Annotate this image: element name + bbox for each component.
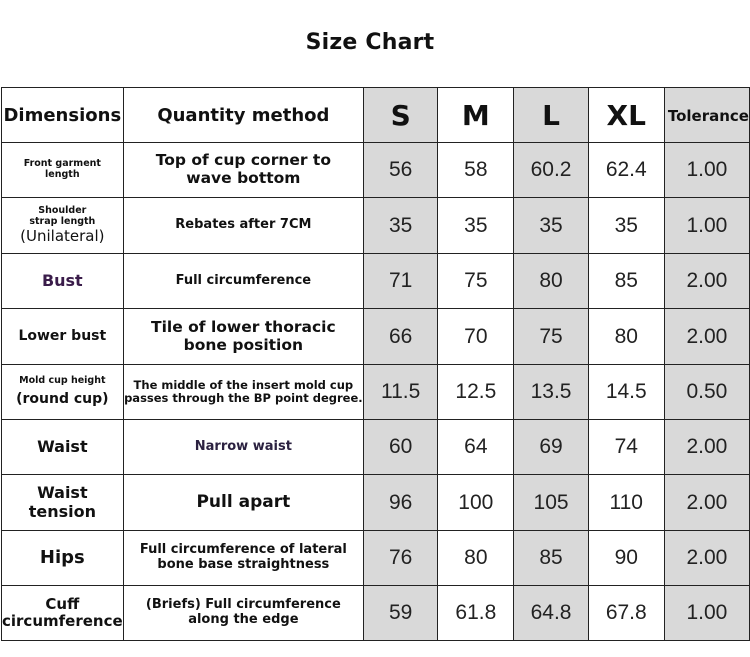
- value-l: 64.8: [514, 586, 588, 641]
- header-dimensions: [2, 88, 124, 143]
- value-s: 66: [364, 309, 438, 365]
- header-row: [2, 88, 750, 143]
- dimension-cell: Front garment length: [2, 143, 124, 198]
- value-m: 64: [438, 420, 514, 475]
- size-chart-table: [1, 87, 750, 641]
- value-tolerance: 2.00: [664, 254, 749, 309]
- header-size-xl: XL: [588, 88, 664, 143]
- table-row: [2, 420, 750, 475]
- method-cell: Full circumference: [123, 254, 363, 309]
- value-s: 56: [364, 143, 438, 198]
- value-tolerance: 1.00: [664, 198, 749, 254]
- value-s: 71: [364, 254, 438, 309]
- method-cell: The middle of the insert mold cup passes through the BP point degree.: [123, 365, 363, 420]
- value-tolerance: 2.00: [664, 475, 749, 531]
- value-s: 11.5: [364, 365, 438, 420]
- dimension-cell: Waist: [2, 420, 124, 475]
- value-l: 69: [514, 420, 588, 475]
- value-m: 61.8: [438, 586, 514, 641]
- value-xl: 110: [588, 475, 664, 531]
- value-l: 60.2: [514, 143, 588, 198]
- page-title: Size Chart: [305, 30, 435, 55]
- method-cell: Pull apart: [123, 475, 363, 531]
- value-tolerance: 2.00: [664, 531, 749, 586]
- value-l: 75: [514, 309, 588, 365]
- value-xl: 35: [588, 198, 664, 254]
- value-s: 60: [364, 420, 438, 475]
- value-xl: 74: [588, 420, 664, 475]
- table-row: [2, 365, 750, 420]
- table-row: [2, 143, 750, 198]
- header-dimensions-label: Dimensions: [3, 104, 122, 126]
- header-method-label: Quantity method: [157, 104, 330, 126]
- dimension-cell: Hips: [2, 531, 124, 586]
- value-m: 35: [438, 198, 514, 254]
- table-row: [2, 531, 750, 586]
- value-xl: 14.5: [588, 365, 664, 420]
- method-cell: Tile of lower thoracic bone position: [123, 309, 363, 365]
- value-m: 58: [438, 143, 514, 198]
- method-cell: Rebates after 7CM: [123, 198, 363, 254]
- header-size-s: S: [364, 88, 438, 143]
- value-l: 35: [514, 198, 588, 254]
- value-m: 100: [438, 475, 514, 531]
- dimension-cell: Lower bust: [2, 309, 124, 365]
- header-size-l: L: [514, 88, 588, 143]
- dimension-cell: Mold cup height (round cup): [2, 365, 124, 420]
- header-tolerance: Tolerance: [664, 88, 749, 143]
- value-xl: 85: [588, 254, 664, 309]
- value-xl: 80: [588, 309, 664, 365]
- table-row: [2, 198, 750, 254]
- value-l: 80: [514, 254, 588, 309]
- table-row: [2, 254, 750, 309]
- table-row: [2, 475, 750, 531]
- value-xl: 62.4: [588, 143, 664, 198]
- value-m: 12.5: [438, 365, 514, 420]
- value-s: 96: [364, 475, 438, 531]
- header-size-m: M: [438, 88, 514, 143]
- value-xl: 67.8: [588, 586, 664, 641]
- table-row: [2, 586, 750, 641]
- dimension-cell: Waist tension: [2, 475, 124, 531]
- dimension-cell: Cuff circumference: [2, 586, 124, 641]
- dimension-cell: Bust: [2, 254, 124, 309]
- value-l: 85: [514, 531, 588, 586]
- header-method: [123, 88, 363, 143]
- value-tolerance: 2.00: [664, 309, 749, 365]
- value-m: 80: [438, 531, 514, 586]
- value-l: 105: [514, 475, 588, 531]
- value-tolerance: 2.00: [664, 420, 749, 475]
- value-l: 13.5: [514, 365, 588, 420]
- value-xl: 90: [588, 531, 664, 586]
- method-cell: Top of cup corner to wave bottom: [123, 143, 363, 198]
- dimension-cell: Shoulder strap length (Unilateral): [2, 198, 124, 254]
- value-tolerance: 1.00: [664, 586, 749, 641]
- value-m: 75: [438, 254, 514, 309]
- value-s: 35: [364, 198, 438, 254]
- value-tolerance: 0.50: [664, 365, 749, 420]
- value-tolerance: 1.00: [664, 143, 749, 198]
- table-row: [2, 309, 750, 365]
- value-s: 59: [364, 586, 438, 641]
- method-cell: Full circumference of lateral bone base straightness: [123, 531, 363, 586]
- method-cell: Narrow waist: [123, 420, 363, 475]
- method-cell: (Briefs) Full circumference along the edge: [123, 586, 363, 641]
- value-m: 70: [438, 309, 514, 365]
- value-s: 76: [364, 531, 438, 586]
